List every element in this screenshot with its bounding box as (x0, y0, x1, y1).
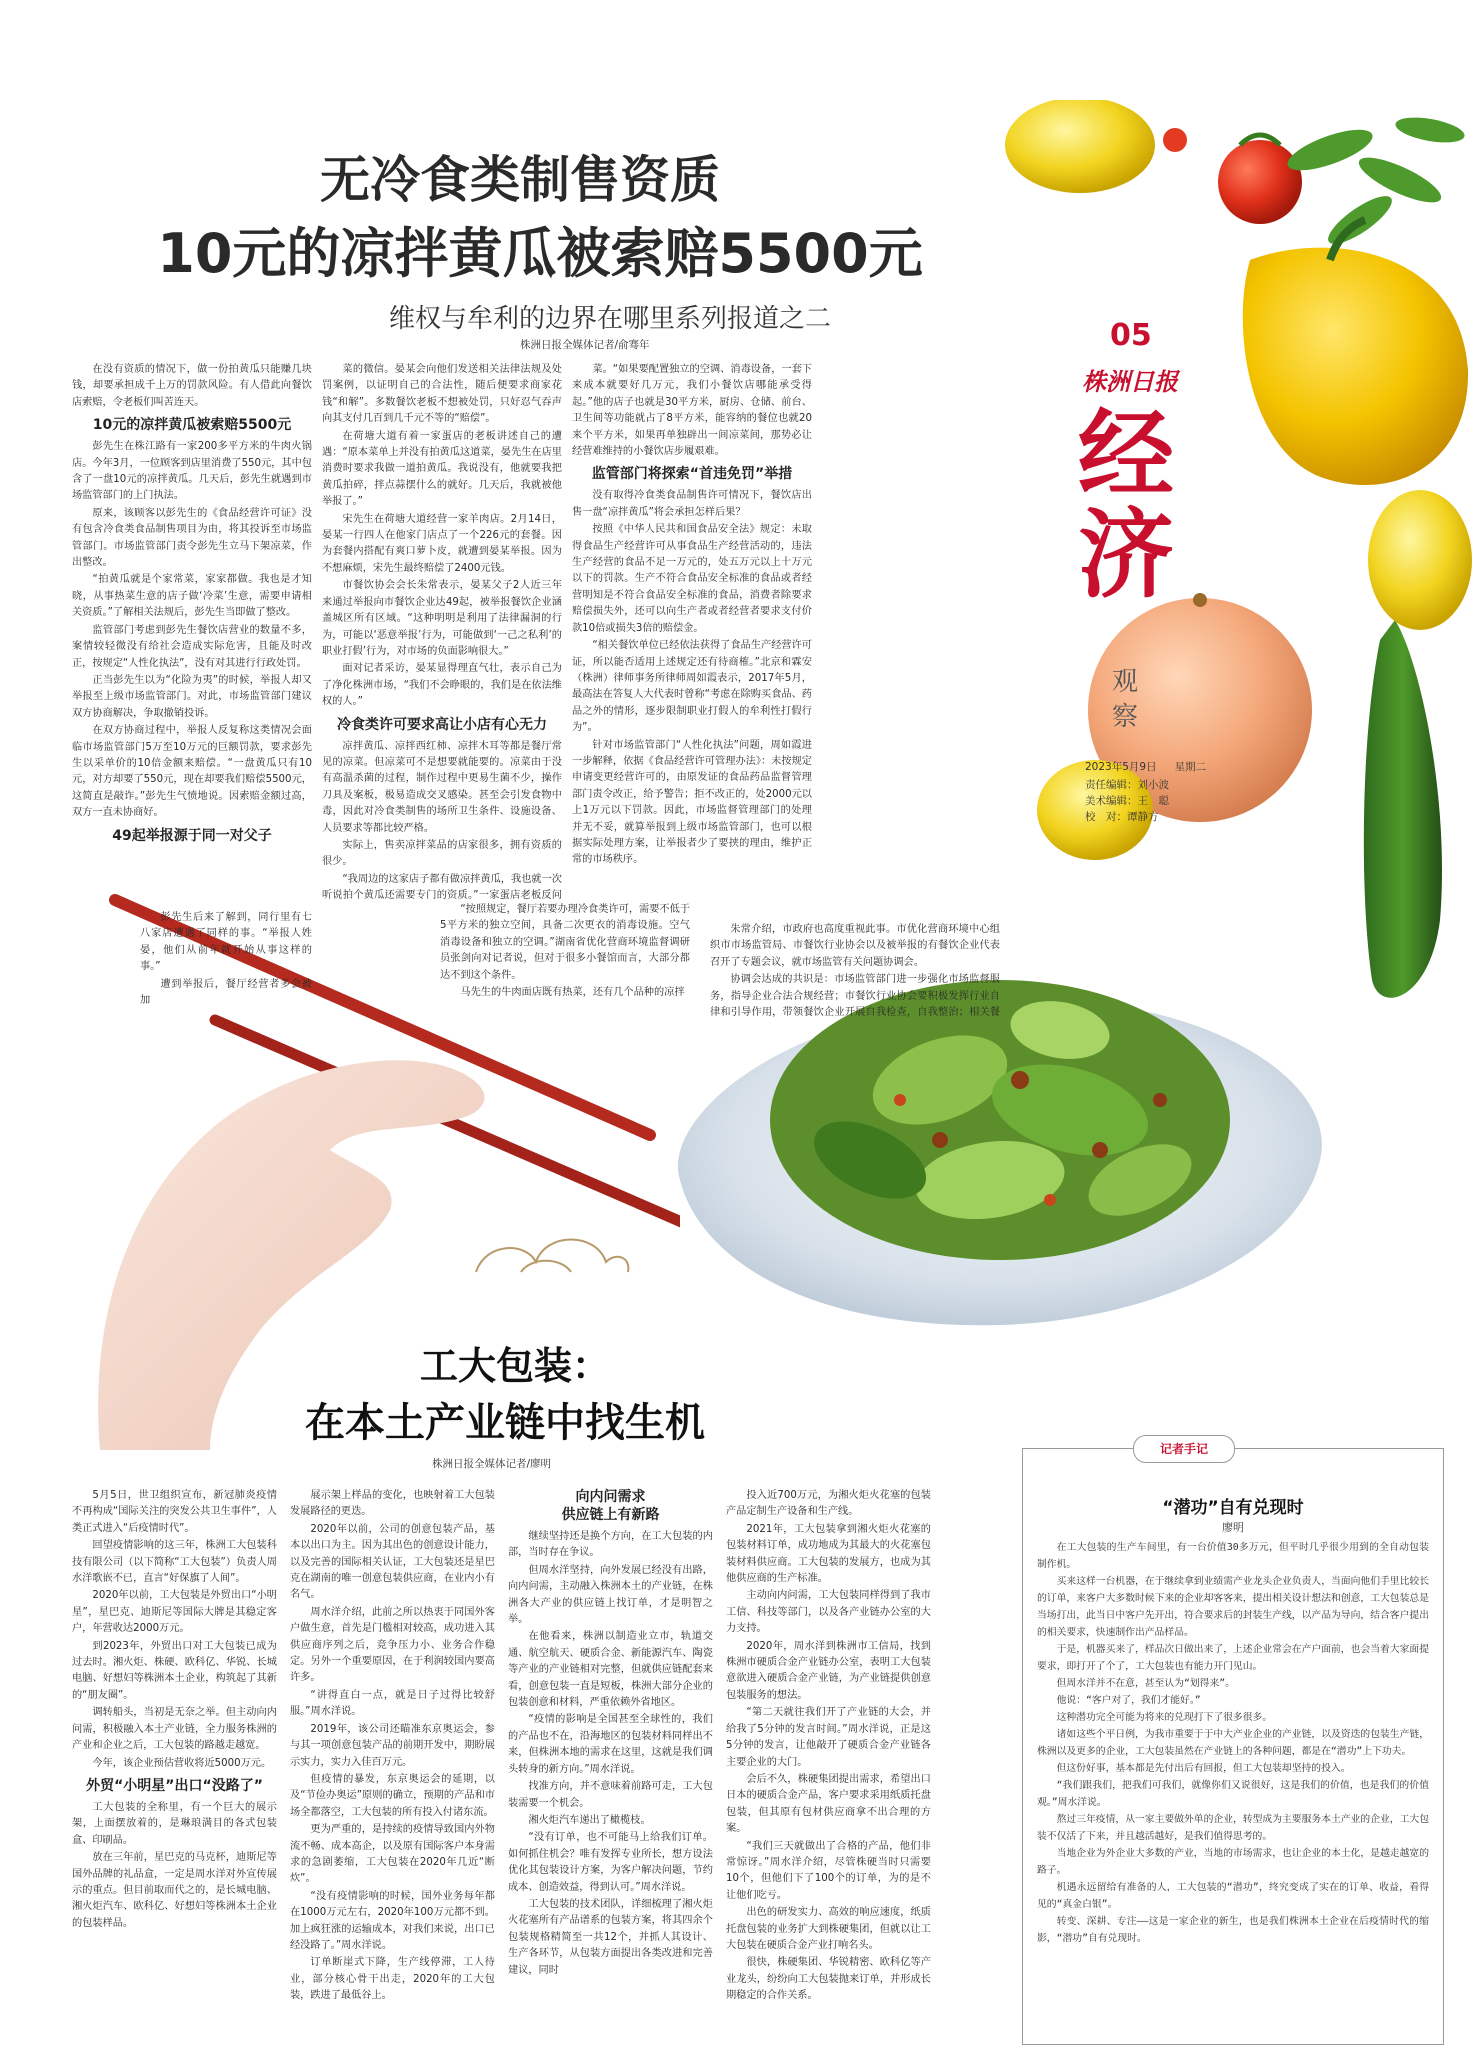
paragraph: 2020年以前，工大包装是外贸出口“小明星”，星巴克、迪斯尼等国际大牌是其稳定客户，年营收达2000万元。 (72, 1590, 277, 1635)
article2-column-1 (72, 1488, 277, 2044)
article2-column-2 (290, 1488, 495, 2044)
cloud-ornament (466, 1222, 636, 1282)
paragraph: 没有取得冷食类食品制售许可情况下，餐饮店出售一盘“凉拌黄瓜”将会承担怎样后果？ (572, 490, 812, 518)
paragraph: 更为严重的，是持续的疫情导致国内外物流不畅、成本高企，以及原有国际客户本身需求的急剧萎缩，工大包装在2020年几近“断炊”。 (290, 1824, 495, 1885)
article1-subhead-4: 监管部门将探索“首违免罚”举措 (591, 466, 793, 483)
paragraph: 今年，该企业预估营收将近5000万元。 (92, 1757, 272, 1769)
paragraph: “讲得直白一点，就是日子过得比较舒服。”周水洋说。 (290, 1689, 495, 1718)
paragraph: 彭先生后来了解到，同行里有七八家店遭遇了同样的事。“举报人姓晏，他们从前年就开始从事这样的事。” (140, 912, 312, 973)
paragraph: 正当彭先生以为“化险为夷”的时候，举报人却又举报至上级市场监管部门。对此，市场监管部门建议双方协商解决，争取撤销投诉。 (72, 674, 312, 719)
paragraph: “没有疫情影响的时候，国外业务每年都在1000万元左右，2020年100万元都不到。加上疯狂涨的运输成本，对我们来说，出口已经没路了。”周水洋说。 (290, 1890, 495, 1951)
issue-date: 2023年5月9日 星期二 (1085, 761, 1207, 773)
article1-subhead-1: 10元的凉拌黄瓜被索赔5500元 (92, 417, 292, 434)
paragraph: 继续坚持还是换个方向，在工大包装的内部，当时存在争议。 (508, 1531, 713, 1559)
paragraph: 市餐饮协会会长朱常表示，晏某父子2人近三年来通过举报向市餐饮企业达49起，被举报餐饮企业涵盖城区所有区域。“这种明明是利用了法律漏洞的行为，可能以‘恶意举报’行为，可能做到‘一己之私利’的职业打假’行为，对市场的负面影响很大。” (322, 580, 562, 657)
leaves (1283, 113, 1466, 252)
article1-title-line2: 10元的凉拌黄瓜被索赔5500元 (157, 222, 923, 285)
editor-credit: 责任编辑：刘小波 (1085, 779, 1169, 791)
article2-title-line1: 工大包装： (419, 1343, 610, 1388)
article2-subhead-1: 外贸“小明星”出口“没路了” (86, 1777, 263, 1794)
paragraph: 菜。“如果要配置独立的空调、消毒设备，一套下来成本就要好几万元，我们小餐饮店哪能承受得起。”他的店子也就是30平方米，厨房、仓储、前台、卫生间等功能就占了8平方米，能容纳的餐位也就20来个平方米，如果再单独辟出一间凉菜间，那势必让经营难维持的小餐饮店步履艰难。 (572, 364, 812, 458)
reporter-notes-body (1037, 1539, 1429, 1947)
paragraph: “我们三天就做出了合格的产品，他们非常惊讶。”周水洋介绍，尽管株硬当时只需要10个，但他们下了100个的订单，为的是不让他们吃亏。 (726, 1840, 931, 1901)
paragraph: 朱常介绍，市政府也高度重视此事。市优化营商环境中心组织市市场监管局、市餐饮行业协会以及被举报的有餐饮企业代表召开了专题会议，就市场监管有关问题协调会。 (710, 924, 1000, 968)
lemon-right (1368, 490, 1472, 630)
article2-subhead-2b: 供应链上有新路 (561, 1507, 660, 1523)
paragraph: 机遇永远留给有准备的人，工大包装的“潜功”，终究变成了实在的订单、收益，看得见的“真金白银”。 (1037, 1882, 1429, 1910)
paragraph: 找准方向，并不意味着前路可走，工大包装需要一个机会。 (508, 1781, 713, 1809)
paragraph: 但周水洋并不在意，甚至认为“划得来”。 (1056, 1678, 1235, 1689)
article2-title-line2: 在本土产业链中找生机 (305, 1399, 705, 1446)
paragraph: 湘火炬汽车递出了橄榄枝。 (528, 1814, 651, 1826)
paragraph: 会后不久，株硬集团提出需求，希望出口日本的硬质合金产品，客户要求采用纸质托盘包装，但其原有包材供应商拿不出合理的方案。 (726, 1773, 931, 1835)
section-sub-cha: 察 (1112, 702, 1139, 732)
paragraph: “按照规定，餐厅若要办理冷食类许可，需要不低于5平方米的独立空间，具备二次更衣的消毒设施。空气消毒设备和独立的空调。”湖南省优化营商环境监督调研员张剑向对记者说，但对于很多小餐馆而言，大部分都达不到这个条件。 (440, 904, 690, 981)
paragraph: 面对记者采访，晏某显得理直气壮，表示自己为了净化株洲市场，“我们不会睁眼的，我们是在依法维权的人。” (322, 663, 562, 708)
paragraph: 转变、深耕、专注——这是一家企业的新生，也是我们株洲本土企业在后疫情时代的缩影，“潜功”自有兑现时。 (1037, 1916, 1429, 1944)
cucumber-salad (770, 980, 1230, 1260)
article1-column-1 (72, 362, 312, 910)
paragraph: 在双方协商过程中，举报人反复称这类情况会面临市场监管部门5万至10万元的巨额罚款，要求彭先生以采单价的10倍金额来赔偿。“一盘黄瓜只有10元，对方却要了550元，现在却要我们赔偿5500元，这简直是敲诈。”彭先生气愤地说。因索赔金额过高，双方一直未协商好。 (72, 725, 312, 819)
paragraph: 工大包装的全称里，有一个巨大的展示架，上面摆放着的，是琳琅满目的各式包装盒、印刷品。 (72, 1801, 277, 1846)
proofreader-credit: 校 对：谭静方 (1085, 811, 1159, 823)
paragraph: 到2023年，外贸出口对工大包装已成为过去时。湘火炬、株硬、欧科亿、华锐、长城电脑、好想妇等株洲本土企业，构筑起了其新的“朋友圈”。 (72, 1640, 277, 1701)
section-char-jing: 经 (1078, 398, 1174, 511)
article2-subhead-2a: 向内问需求 (575, 1489, 646, 1505)
paragraph: 监管部门考虑到彭先生餐饮店营业的数量不多，案情较轻微没有给社会造成实际危害，且能及时改正，按规定“人性化执法”，没有对其进行行政处罚。 (72, 624, 312, 669)
paragraph: 协调会达成的共识是：市场监管部门进一步强化市场监督服务，指导企业合法合规经营；市餐饮行业协会要积极发挥行业自律和引导作用，带领餐饮企业开展自我检查，自我整治；相关餐 (710, 974, 1000, 1019)
article2-column-3 (508, 1488, 713, 2044)
paragraph: “疫情的影响是全国甚至全球性的，我们的产品也不在，沿海地区的包装材料同样出不来，但株洲本地的需求在这里，这就是我们调头转身的新方向。”周水洋说。 (508, 1714, 713, 1775)
art-editor-credit: 美术编辑：王 聪 (1085, 795, 1169, 807)
paragraph: 5月5日，世卫组织宣布，新冠肺炎疫情不再构成“国际关注的突发公共卫生事件”，人类正式进入“后疫情时代”。 (72, 1490, 277, 1534)
article1-intro: 在没有资质的情况下，做一份拍黄瓜只能赚几块钱，却要承担成千上万的罚款风险。有人借此向餐饮店索赔，令老板们叫苦连天。 (72, 364, 312, 408)
paragraph: 实际上，售卖凉拌菜品的店家很多，拥有资质的很少。 (322, 839, 562, 868)
paragraph: 熬过三年疫情，从一家主要做外单的企业，转型成为主要服务本土产业的企业，工大包装不仅活了下来，并且越活越好，是我们值得思考的。 (1037, 1814, 1429, 1842)
paragraph: 诸如这些个平日例，为我市重要于于中大产业企业的产业链，以及资迭的包装生产链，株洲以及更多的企业，工大包装虽然在产业链上的各种问题，都是在“潜功”上下功夫。 (1037, 1729, 1429, 1757)
section-sub-guan: 观 (1112, 667, 1139, 697)
paragraph: 但这份好事，基本都是先付出后有回报，但工大包装却坚持的投入。 (1056, 1763, 1351, 1774)
hand (98, 1060, 484, 1450)
paragraph: 菜的微信。晏某会向他们发送相关法律法规及处罚案例，以证明自己的合法性，随后便要求商家花钱“和解”。多数餐饮老板不想被处罚，只好忍气吞声向其支付几百到几千元不等的“赔偿”。 (322, 364, 562, 425)
paragraph: “我周边的这家店子都有做凉拌黄瓜，我也就一次听说拍个黄瓜还需要专门的资质。”一家蛋店老板反问 (322, 873, 562, 902)
paragraph: 放在三年前，星巴克的马克杯，迪斯尼等国外品牌的礼品盒，一定是周水洋对外宣传展示的重点。但目前取而代之的，是长城电脑、湘火炬汽车、欧科亿、好想妇等株洲本土企业的包装样品。 (72, 1852, 277, 1929)
paragraph: 于是，机器买来了，样品次日做出来了，上述企业常会在产户面前，也会当着大家面提要求，即打开了个了，工大包装也有能力开门见山。 (1037, 1644, 1429, 1672)
paragraph: 原来，该顾客以彭先生的《食品经营许可证》没有包含冷食类食品制售项目为由，将其投诉至市场监管部门。市场监管部门责令彭先生立马下架凉菜，作出整改。 (72, 507, 312, 569)
paper-name: 株洲日报 (1082, 367, 1178, 396)
article1-subhead-2: 49起举报源于同一对父子 (112, 827, 272, 844)
paragraph: 买来这样一台机器，在于继续拿到业绩需产业龙头企业负责人，当面向他们手里比较长的订单，来客户大多数时候下来的企业却客客来，提出相关设计想法和创意，工大包装总是当场打出，此当日中客户先开出，符合要求后的封装生产线，以产品为导向，结合客户提出的相关要求，快速制作出产品样品。 (1037, 1576, 1429, 1638)
paragraph: 回望疫情影响的这三年，株洲工大包装科技有限公司（以下简称“工大包装”）负责人周水洋歌嵌不已，直言“好保旗了人间”。 (72, 1540, 277, 1585)
reporter-notes-title: “潜功”自有兑现时 (1162, 1498, 1304, 1518)
paragraph: 2021年，工大包装拿到湘火炬火花塞的包装材料订单，成功地成为其最大的火花塞包装材料供应商。工大包装的发展方，也成为其他供应商的生产标准。 (726, 1523, 931, 1585)
article1-subtitle: 维权与牟利的边界在哪里系列报道之二 (388, 304, 831, 334)
article1-column-3-tail (710, 922, 1000, 1022)
paragraph: 在工大包装的生产车间里，有一台价值30多万元，但平时几乎很少用到的全自动包装制作机。 (1037, 1542, 1429, 1570)
article1-column-3 (572, 362, 812, 922)
paragraph: 周水洋介绍，此前之所以热衷于同国外客户做生意，首先是门槛相对较高，成功进入其供应商序列之后，竞争压力小、业务合作稳定。另外一个重要原因，在于利润较国内要高许多。 (290, 1606, 495, 1684)
page-number: 05 (1110, 318, 1152, 353)
section-char-ji: 济 (1078, 498, 1174, 611)
paragraph: 2020年，周水洋到株洲市工信局，找到株洲市硬质合金产业链办公室，表明工大包装意欲进入硬质合金产业链，为产业链提供创意包装服务的想法。 (726, 1640, 931, 1701)
paragraph: 当地企业为外企业大多数的产业，当地的市场需求，也让企业的本土化，是越走越宽的路子。 (1037, 1848, 1429, 1876)
paragraph: 工大包装的技术团队，详细梳理了湘火炬火花塞所有产品谱系的包装方案，将其四余个包装规格精简至一共12个，并抓人其设计、生产各环节，从包装方面提出各类改进和完善建议，同时 (508, 1898, 713, 1976)
article1-title-line1: 无冷食类制售资质 (320, 151, 720, 209)
paragraph: 但疫情的暴发，东京奥运会的延期，以及“节俭办奥运”原则的确立，预期的产品和市场全都落空，工大包装的所有投入付诸东流。 (290, 1773, 495, 1818)
paragraph: 按照《中华人民共和国食品安全法》规定：未取得食品生产经营许可从事食品生产经营活动的，违法生产经营的食品不足一万元的，处五万元以上十万元以下的罚款。生产不符合食品安全标准的食品或者经营明知是不符合食品安全标准的食品，消费者除要求赔偿损失外，还可以向生产者或者经营者要求支付价款10倍或损失3倍的赔偿金。 (572, 524, 812, 634)
reporter-notes-author: 廖明 (1222, 1521, 1244, 1534)
paragraph: 凉拌黄瓜、凉拌西红柿、凉拌木耳等都是餐厅常见的凉菜。但凉菜可不是想要就能要的。凉菜由于没有高温杀菌的过程，制作过程中更易生菌不少，操作刀具及案板，极易造成交叉感染。甚至会引发食物中毒，因此对冷食类制售的场所卫生条件、设施设备、人员要求等都比较严格。 (322, 740, 562, 834)
paragraph: 投入近700万元，为湘火炬火花塞的包装产品定制生产设备和生产线。 (726, 1490, 931, 1518)
paragraph: 很快，株硬集团、华锐精密、欧科亿等产业龙头，纷纷向工大包装抛来订单，并形成长期稳定的合作关系。 (726, 1957, 931, 2002)
paragraph: 2019年，该公司还瞄准东京奥运会，参与其一项创意包装产品的前期开发中，期盼展示实力，实力入佳百万元。 (290, 1723, 495, 1768)
yellow-pepper (1243, 248, 1468, 485)
paragraph: 他说：“客户对了，我们才能好。” (1056, 1695, 1201, 1706)
article2-byline: 株洲日报全媒体记者/廖明 (432, 1458, 552, 1470)
paragraph: 这种潜功完全可能为将来的兑现打下了很多很多。 (1056, 1712, 1273, 1723)
article1-subhead-3: 冷食类许可要求高让小店有心无力 (337, 716, 547, 733)
paragraph: 彭先生在株江路有一家200多平方米的牛肉火锅店。今年3月，一位顾客到店里消费了550元，其中包含了一盘10元的凉拌黄瓜。几天后，彭先生就遇到市场监管部门的上门执法。 (72, 441, 312, 502)
paragraph: 出色的研发实力、高效的响应速度，纸质托盘包装的业务扩大到株硬集团，但就以让工大包装在硬质合金产业打响名头。 (726, 1907, 931, 1951)
paragraph: 2020年以前，公司的创意包装产品，基本以出口为主。因为其出色的创意设计能力，以及完善的国际相关认证，工大包装还是星巴克在湖南的唯一创意包装供应商，在业内小有名气。 (290, 1523, 495, 1601)
reporter-notes-tag: 记者手记 (1133, 1435, 1235, 1463)
paragraph: 主动向内问需，工大包装同样得到了我市工信、科技等部门，以及各产业链办公室的大力支持。 (726, 1590, 931, 1635)
article2-column-4 (726, 1488, 931, 2044)
paragraph: 针对市场监管部门“人性化执法”问题，周如霞进一步解释，依据《食品经营许可管理办法》：未按规定申请变更经营许可的，由原发证的食品药品监督管理部门责令改正，给予警告；拒不改正的，处2000元以上1万元以下罚款。因此，市场监督管理部门的处理并无不妥，就算举报到上级市场监管部门，也可以根据实际处理方案，让举报者少了要挟的理由，维护正常的市场秩序。 (572, 739, 812, 866)
article1-byline: 株洲日报全媒体记者/俞骞年 (520, 339, 650, 351)
paragraph: 展示架上样品的变化，也映射着工大包装发展路径的更迭。 (290, 1490, 495, 1518)
paragraph: 宋先生在荷塘大道经营一家羊肉店。2月14日，晏某一行四人在他家门店点了一个226元的套餐。因为套餐内搭配有爽口萝卜皮，就遭到晏某举报。因为不想麻烦，宋先生最终赔偿了2400元钱。 (322, 513, 562, 574)
paragraph: 在荷塘大道有着一家蛋店的老板讲述自己的遭遇：“原本菜单上并没有拍黄瓜这道菜，晏先生在店里消费时要求我做一道拍黄瓜。我说没有，他就要我把黄瓜拍碎，拌点蒜摆什么的就好。几天后，我就被他举报了。” (322, 430, 562, 508)
article1-column-1-tail (140, 910, 312, 1022)
paragraph: “我们跟我们，把我们可我们，就像你们又说很好，这是我们的价值，也是我们的价值观。”周水洋说。 (1037, 1780, 1429, 1808)
paragraph: “相关餐饮单位已经依法获得了食品生产经营许可证，所以能否适用上述规定还有待商榷。”北京和霖安（株洲）律师事务所律师周如霞表示，2017年5月，最高法在答复人大代表时曾称“考虑在除购买食品、药品之外的情形，逐步限制职业打假人的牟利性打假行为”。 (572, 640, 812, 734)
paragraph: 遭到举报后，餐厅经营者多会被加 (140, 978, 312, 1007)
paragraph: 调转船头，当初是无奈之举。但主动向内问需，积极融入本土产业链，全力服务株洲的产业和企业之后，工大包装的路越走越宽。 (72, 1707, 277, 1752)
lemon-top (1005, 100, 1155, 193)
paragraph: “第二天就往我们开了产业链的大会，并给我了5分钟的发言时间。”周水洋说，正是这5分钟的发言，让他敲开了硬质合金产业链各主要企业的大门。 (726, 1707, 931, 1768)
paragraph: “没有订单，也不可能马上给我们订单。如何抓住机会？唯有发挥专业所长，想方设法优化其包装设计方案，为客户解决问题，节约成本、创造效益，得到认可。”周水洋说。 (508, 1832, 713, 1893)
paragraph: 在他看来，株洲以制造业立市，轨道交通、航空航天、硬质合金、新能源汽车、陶瓷等产业的产业链相对完整，但就供应链配套来看，创意包装一直是短板，株洲大部分企业的包装创意和材料，严重依赖外省地区。 (508, 1631, 713, 1709)
cucumber (1364, 620, 1442, 998)
reporter-notes-box (1022, 1442, 1444, 2045)
paragraph: 马先生的牛肉面店既有热菜，还有几个品种的凉拌 (460, 987, 685, 999)
paragraph: 但周水洋坚持，向外发展已经没有出路，向内问需，主动融入株洲本土的产业链，在株洲各大产业的供应链上找订单，才是明智之举。 (508, 1564, 713, 1626)
tomato (1218, 140, 1302, 224)
paragraph: “拍黄瓜就是个家常菜，家家都做。我也是才知晓，从事热菜生意的店子做‘冷菜’生意，需要申请相关资质。”了解相关法规后，彭先生当即做了整改。 (72, 574, 312, 619)
paragraph: 订单断崖式下降，生产线停滞，工人待业，部分核心骨干出走，2020年的工大包装，跌进了最低谷上。 (290, 1957, 495, 2002)
article1-column-2 (322, 362, 562, 902)
